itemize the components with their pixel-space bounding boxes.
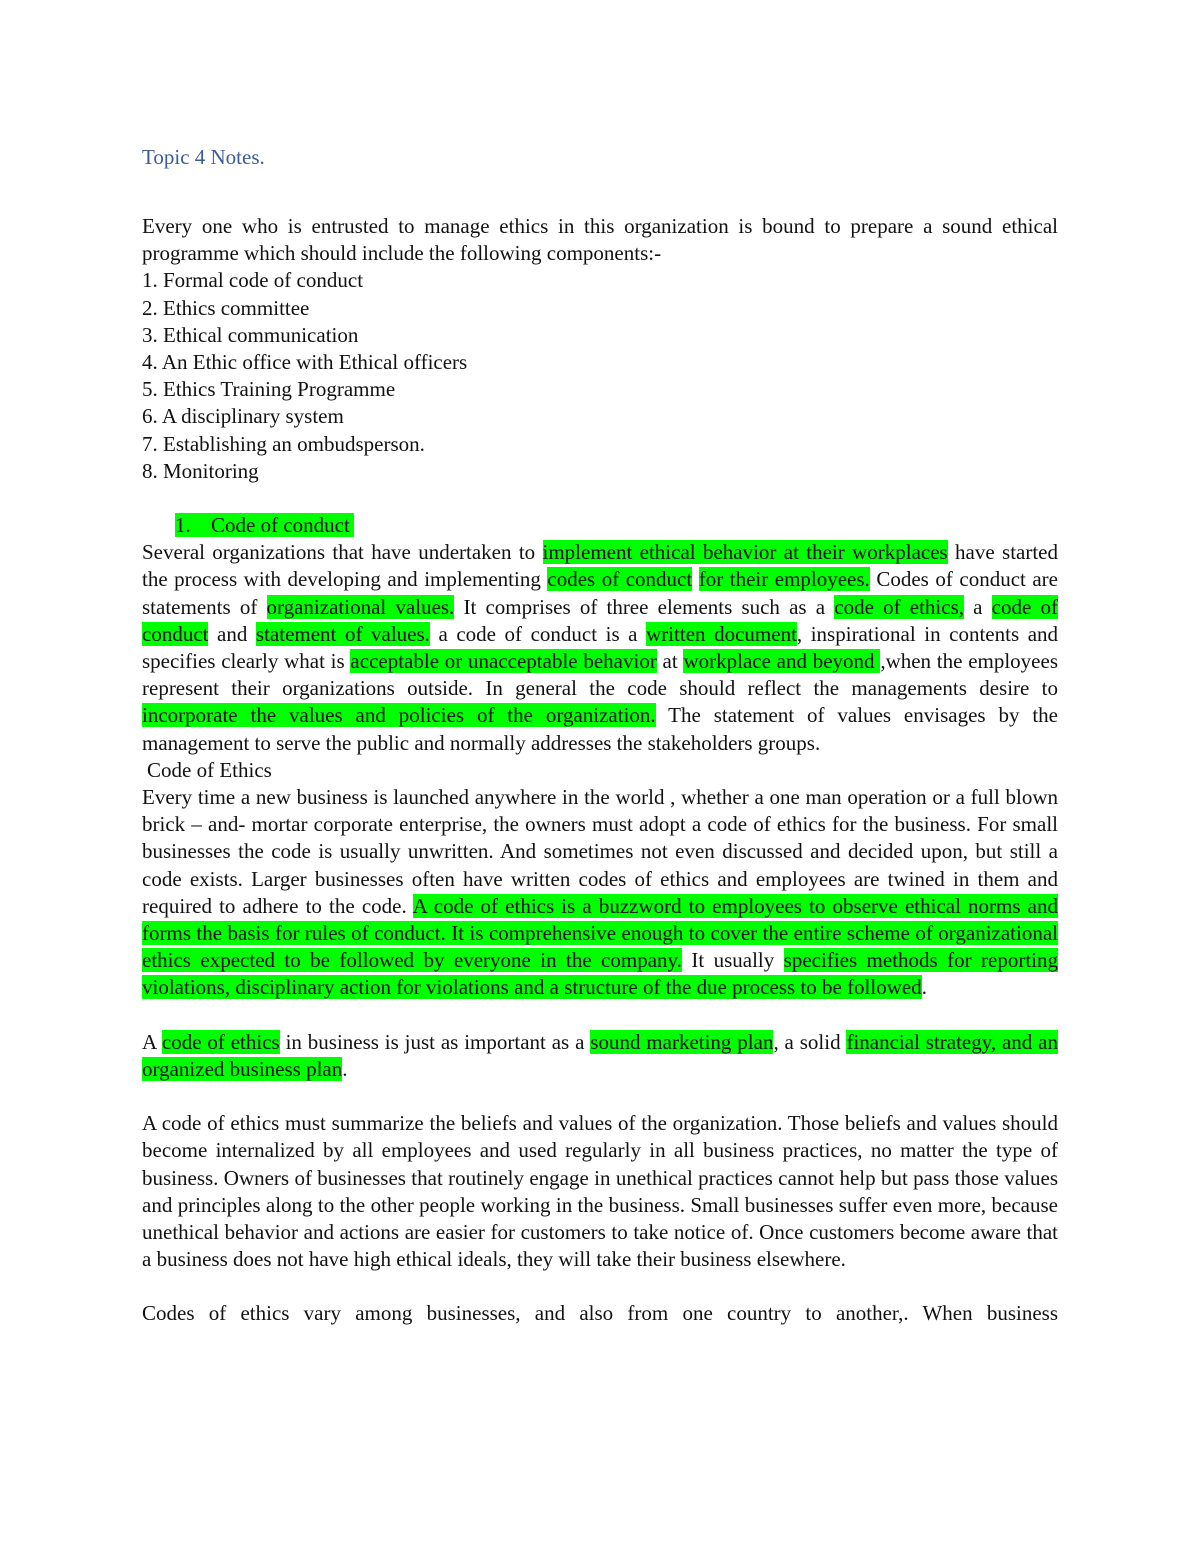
text-run: at	[656, 649, 684, 674]
list-item: 4. An Ethic office with Ethical officers	[142, 350, 468, 375]
vary-paragraph: Codes of ethics vary among businesses, and also from one country to another,. When business	[142, 1301, 1058, 1326]
list-item: 5. Ethics Training Programme	[142, 377, 396, 402]
page-title: Topic 4 Notes.	[142, 145, 265, 169]
summarize-paragraph: A code of ethics must summarize the beliefs and values of the organization. Those beliefs and values should become internalized by all employees and used regularly in all business practices, no matter the type of business. Owners of businesses that routinely engage in unethical practices cannot help but pass those values and principles along to the other people working in the business. Small businesses suffer even more, because unethical behavior and actions are easier for customers to take notice of. Once customers become aware that a business does not have high ethical ideals, they will take their business elsewhere.	[142, 1111, 1058, 1272]
highlighted-text: workplace and beyond	[683, 649, 881, 674]
importance-paragraph	[142, 1029, 1058, 1083]
text-run: The statement of values envisages by the management to serve the public and normally addresses the stakeholders groups.	[142, 703, 1058, 755]
intro-paragraph: Every one who is entrusted to manage ethics in this organization is bound to prepare a sound ethical programme which should include the following components:-	[142, 214, 1058, 266]
text-run: in business is just as important as a	[279, 1029, 591, 1054]
text-run: a	[964, 594, 992, 619]
text-run: A	[142, 1029, 162, 1054]
section-heading-text: Code of conduct	[211, 513, 350, 538]
components-list	[142, 267, 1058, 485]
text-run	[692, 567, 699, 591]
text-run: Every time a new business is launched anywhere in the world , whether a one man operation or a full blown brick – and- mortar corporate enterprise, the owners must adopt a code of ethics for the business. For small businesses the code is usually unwritten. And sometimes not even discussed and decided upon, but still a code exists. Larger businesses often have written codes of ethics and employees are twined in them and required to adhere to the code.	[142, 785, 1058, 918]
text-run: It usually	[681, 948, 784, 973]
code-of-ethics-paragraph	[142, 784, 1058, 1002]
section-number: 1.	[175, 513, 191, 538]
section-heading-code-of-conduct	[142, 512, 1058, 539]
text-run: It comprises of three elements such as a	[454, 594, 835, 619]
text-run: ,when the employees represent their organizations outside. In general the code should reflect the managements desire to	[142, 649, 1059, 701]
text-run: Several organizations that have undertaken to	[142, 540, 543, 565]
highlighted-text: codes of conduct	[547, 567, 693, 592]
code-of-ethics-heading: Code of Ethics	[147, 757, 272, 782]
text-run: , inspirational in contents and specifies clearly what is	[142, 621, 1059, 674]
highlighted-text: code of ethics,	[834, 594, 964, 619]
list-item: 3. Ethical communication	[142, 322, 359, 347]
list-item: 6. A disciplinary system	[142, 404, 344, 429]
highlighted-text: specifies methods for reporting violations, disciplinary action for violations and a structure of the due process to be followed	[142, 948, 1059, 1000]
list-item: 2. Ethics committee	[142, 295, 310, 320]
highlighted-text: statement of values.	[255, 621, 430, 646]
text-run: , a solid	[773, 1029, 847, 1054]
text-run: and	[208, 621, 256, 646]
text-run: a code of conduct is a	[429, 621, 647, 646]
highlighted-text: for their employees.	[698, 567, 870, 592]
highlighted-text: incorporate the values and policies of the organization.	[142, 703, 656, 728]
text-run: Codes of conduct are statements of	[142, 567, 1058, 619]
highlighted-text: code of conduct	[142, 594, 1058, 646]
highlighted-text: code of ethics	[161, 1029, 280, 1054]
highlighted-text: implement ethical behavior at their workplaces	[542, 540, 948, 565]
list-item: 8. Monitoring	[142, 458, 259, 483]
text-run: have started the process with developing and implementing	[142, 540, 1058, 592]
highlighted-text: sound marketing plan	[590, 1029, 774, 1054]
highlighted-text: financial strategy, and an organized business plan	[142, 1029, 1058, 1081]
text-run: .	[921, 975, 927, 1000]
code-of-conduct-paragraph	[142, 539, 1058, 757]
highlighted-text: acceptable or unacceptable behavior	[350, 649, 657, 674]
document-body	[142, 144, 1058, 1328]
highlighted-text: organizational values.	[266, 594, 455, 619]
highlighted-text: written document	[646, 621, 797, 646]
text-run: .	[342, 1056, 348, 1081]
list-item: 7. Establishing an ombudsperson.	[142, 431, 425, 456]
list-item: 1. Formal code of conduct	[142, 268, 364, 293]
highlighted-text: A code of ethics is a buzzword to employees to observe ethical norms and forms the basis for rules of conduct. It is comprehensive enough to cover the entire scheme of organizational ethics expected to be followed by everyone in the company.	[142, 893, 1058, 973]
